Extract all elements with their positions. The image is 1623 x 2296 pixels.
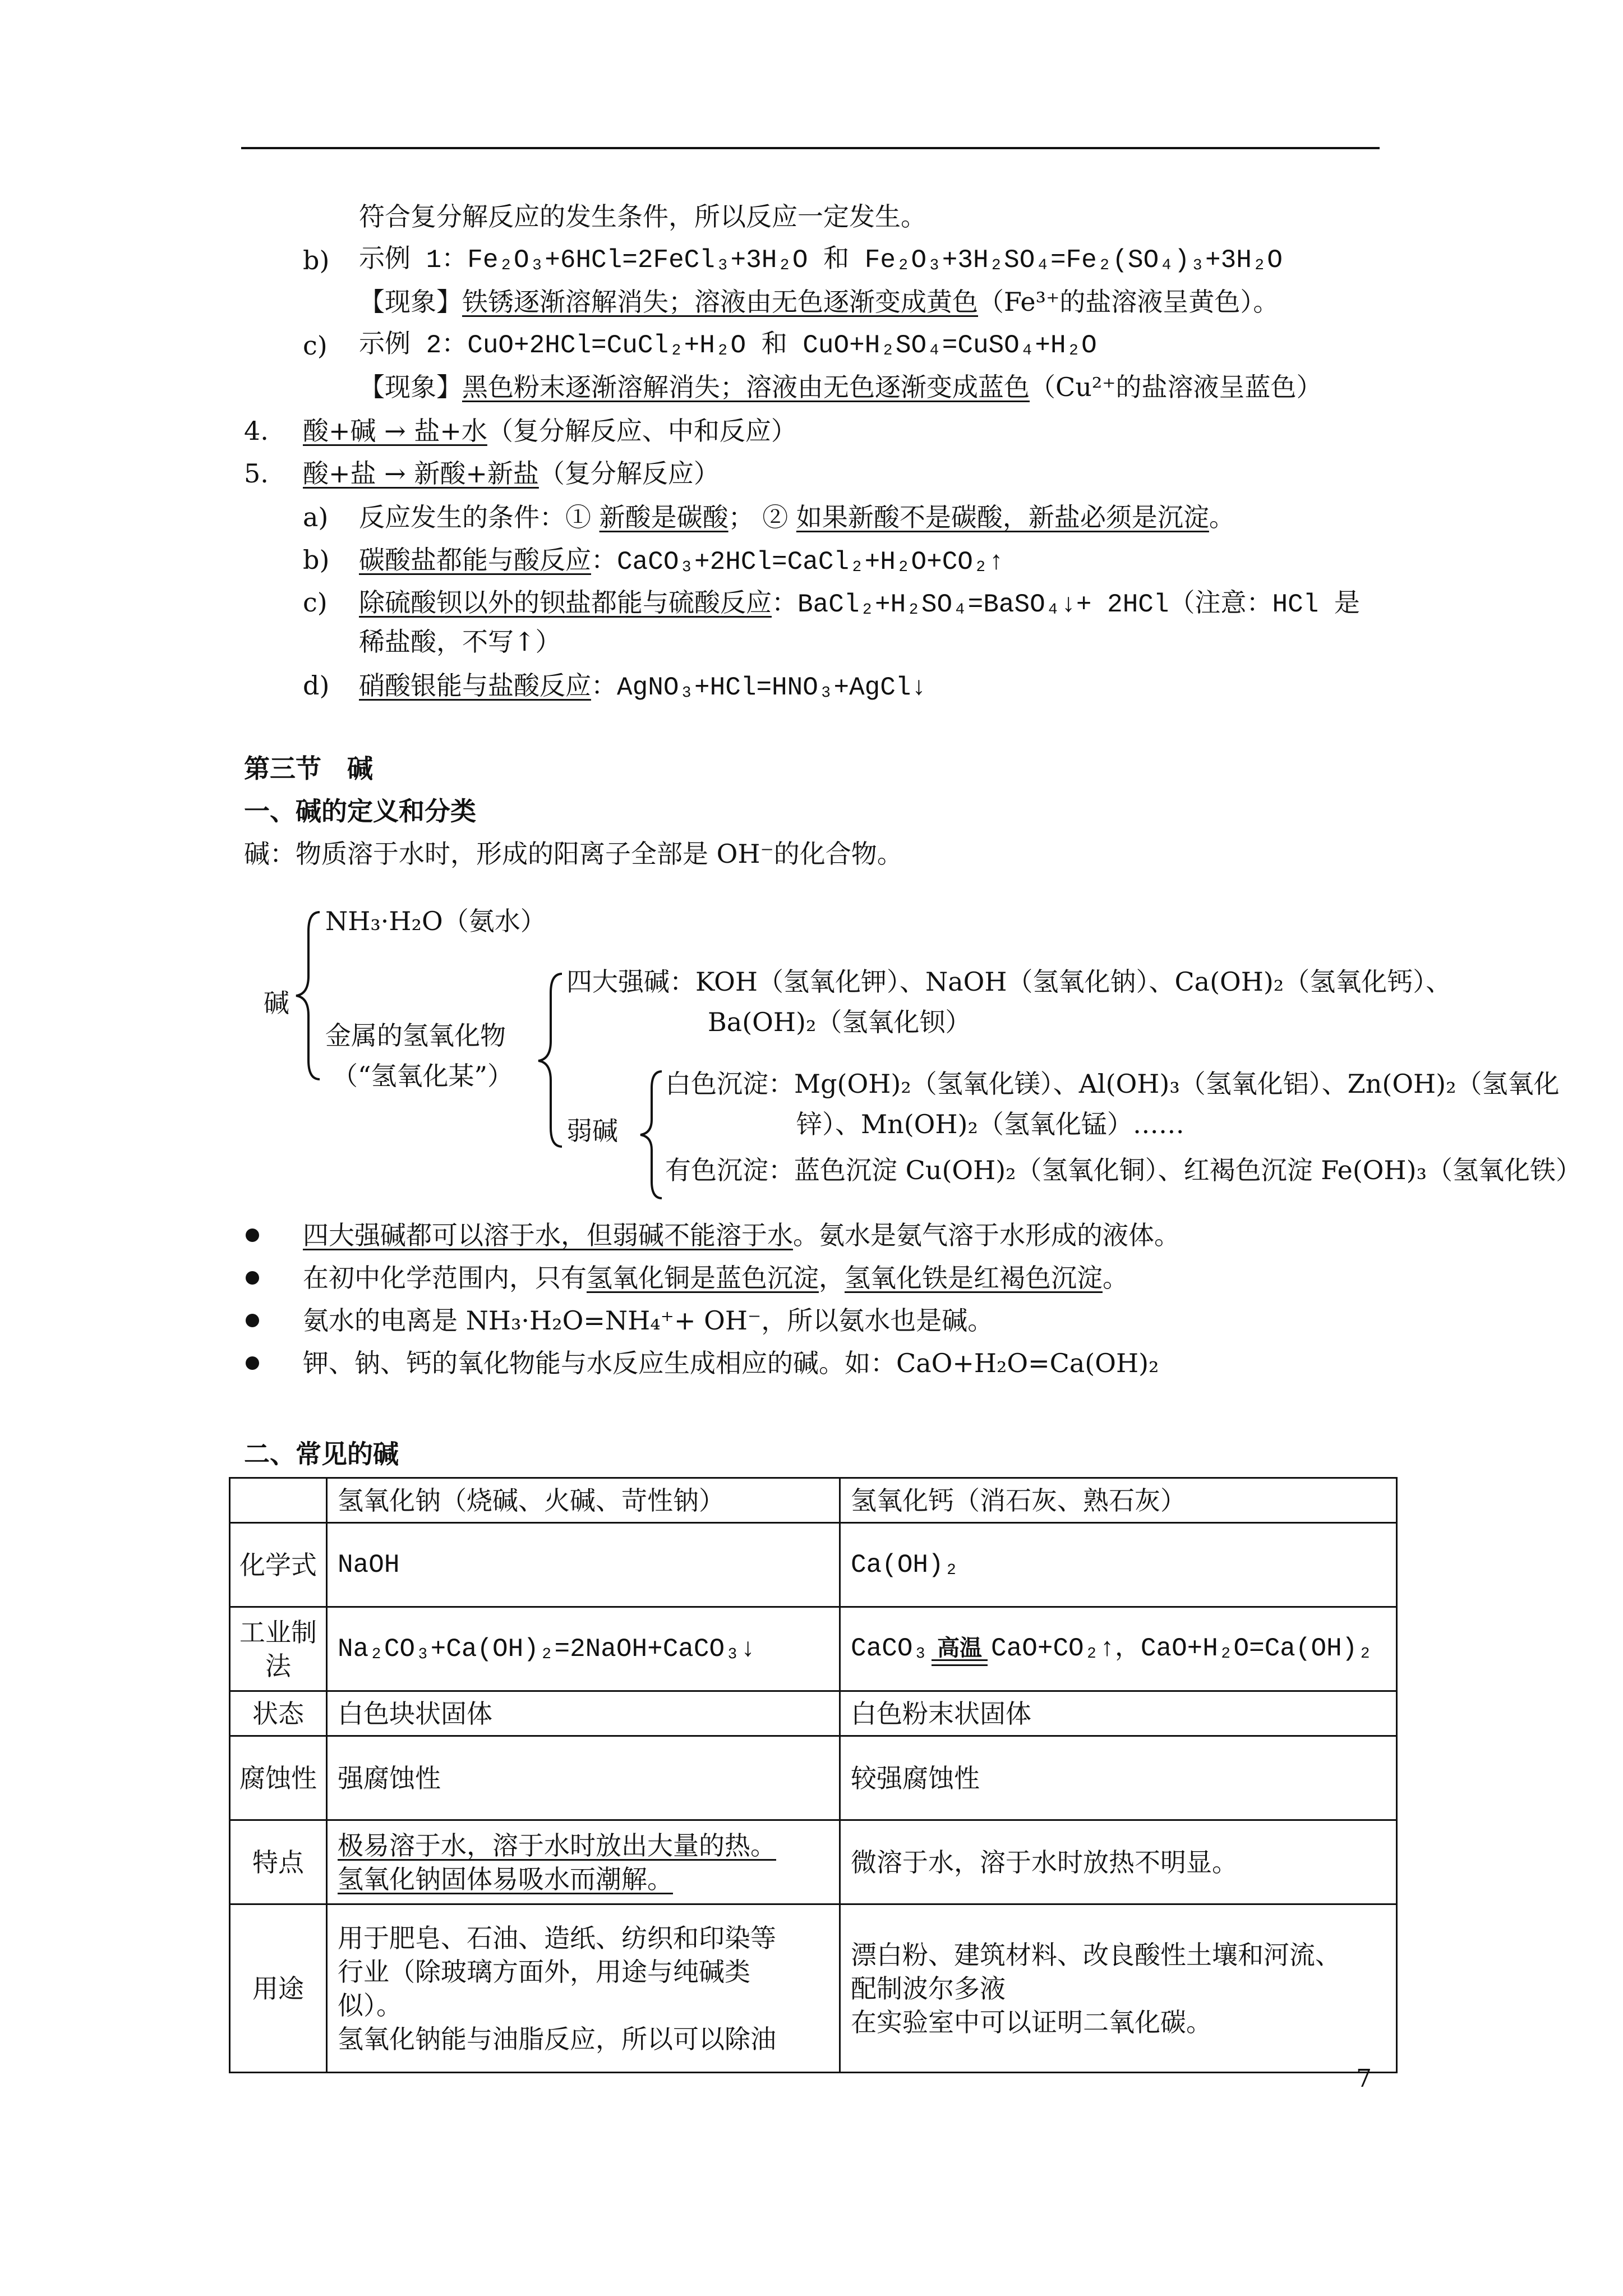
cell-caoh-features: 微溶于水，溶于水时放热不明显。 [840,1820,1397,1904]
item-5a-text [359,499,1235,535]
table-row [230,1523,1397,1607]
table-header-naoh: 氢氧化钠（烧碱、火碱、苛性钠） [327,1478,840,1523]
tree-metal-hydroxide-note: （“氢氧化某”） [332,1061,514,1091]
table-corner-cell [230,1478,327,1523]
use-line: 似）。 [338,1990,402,2021]
table-row [230,1478,1397,1523]
item-c-label: c) [303,330,328,361]
underlined-run: 新酸是碳酸 [599,502,728,532]
cell-naoh-corrosive: 强腐蚀性 [327,1736,840,1820]
row-header-formula: 化学式 [230,1523,327,1607]
row-header-features: 特点 [230,1820,327,1904]
brace-weak-bases [634,1068,667,1203]
subsection-title-common-bases: 二、常见的碱 [244,1439,399,1469]
brace-metal-hydroxide [533,970,566,1150]
tree-ammonia: NH₃·H₂O（氨水） [325,906,546,936]
underlined-run: 碳酸盐都能与酸反应 [359,545,591,575]
item-4-underlined: 酸+碱 → 盐+水 [303,416,487,446]
item-b-label: b) [303,245,330,275]
item-5-text [303,455,720,491]
item-5a-label: a) [303,502,329,532]
phenomenon-underlined: 黑色粉末逐渐溶解消失；溶液由无色逐渐变成蓝色 [462,372,1030,402]
item-5d-label: d) [303,670,330,701]
feature-line: 氢氧化钠固体易吸水而潮解。 [338,1864,673,1894]
cell-naoh-industrial: Na₂CO₃+Ca(OH)₂=2NaOH+CaCO₃↓ [327,1607,840,1691]
bullet-4: 钾、钠、钙的氧化物能与水反应生成相应的碱。如：CaO+H₂O=Ca(OH)₂ [303,1348,1159,1378]
use-line: 氢氧化钠能与油脂反应，所以可以除油 [338,2023,776,2054]
row-header-industrial: 工业制法 [230,1607,327,1691]
equation-run: CaO+CO₂↑，CaO+H₂O=Ca(OH)₂ [991,1634,1373,1663]
item-4-rest: （复分解反应、中和反应） [487,416,797,446]
cell-caoh-formula: Ca(OH)₂ [840,1523,1397,1607]
table-row [230,1607,1397,1691]
bullet-dot [246,1271,259,1285]
bullet-dot [246,1356,259,1370]
text-run: 。 [1209,502,1235,532]
reaction-condition [932,1637,988,1666]
phenomenon-note: （Cu²⁺的盐溶液呈蓝色） [1030,372,1322,402]
paragraph-continuation: 符合复分解反应的发生条件，所以反应一定发生。 [359,201,926,232]
bullet-dot [246,1228,259,1242]
cell-naoh-formula: NaOH [327,1523,840,1607]
cell-naoh-features [327,1820,840,1904]
bullet-3: 氨水的电离是 NH₃·H₂O=NH₄⁺+ OH⁻，所以氨水也是碱。 [303,1305,994,1336]
item-4-text [303,413,797,449]
phenomenon-label: 【现象】 [359,287,462,317]
phenomenon-label: 【现象】 [359,372,462,402]
use-line: 漂白粉、建筑材料、改良酸性土壤和河流、 [851,1939,1341,1970]
row-header-uses: 用途 [230,1904,327,2073]
cell-caoh-uses [840,1904,1397,2073]
item-c-example: 示例 2：CuO+2HCl=CuCl₂+H₂O 和 CuO+H₂SO₄=CuSO₄+H₂O [359,331,1097,360]
subsection-title-definition: 一、碱的定义和分类 [244,796,476,826]
underlined-run: 氢氧化铜是蓝色沉淀 [587,1263,819,1293]
base-definition: 碱：物质溶于水时，形成的阳离子全部是 OH⁻的化合物。 [244,839,903,869]
cell-caoh-state: 白色粉末状固体 [840,1691,1397,1736]
text-run: 反应发生的条件：① [359,502,600,532]
condition-label: 高温 [937,1635,983,1661]
equation-run: CaCO₃ [851,1634,929,1663]
use-line: 用于肥皂、石油、造纸、纺织和印染等 [338,1922,776,1953]
item-5-rest: （复分解反应） [538,458,720,489]
bullet-dot [246,1314,259,1327]
table-row [230,1904,1397,2073]
text-run: 。 [1103,1263,1128,1293]
underlined-run: 氢氧化铁是红褐色沉淀 [845,1263,1103,1293]
equation-run: ：AgNO₃+HCl=HNO₃+AgCl↓ [591,673,927,702]
item-5c-label: c) [303,587,328,618]
cell-caoh-corrosive: 较强腐蚀性 [840,1736,1397,1820]
use-line: 配制波尔多液 [851,1973,1006,2004]
item-5-number: 5. [244,458,269,489]
equation-run: ：BaCl₂+H₂SO₄=BaSO₄↓+ 2HCl（注意：HCl 是 [772,590,1360,619]
tree-white-precipitate: 白色沉淀：Mg(OH)₂（氢氧化镁）、Al(OH)₃（氢氧化铝）、Zn(OH)₂（氢氧化 [665,1069,1560,1099]
item-5b-label: b) [303,545,330,575]
item-b-phenomenon [359,284,1279,320]
brace-root [292,909,325,1083]
item-5b-text [359,542,1004,580]
table-row [230,1820,1397,1904]
table-row [230,1691,1397,1736]
item-5-underlined: 酸+盐 → 新酸+新盐 [303,458,539,489]
underlined-run: 四大强碱都可以溶于水，但弱碱不能溶于水 [303,1220,793,1250]
row-header-state: 状态 [230,1691,327,1736]
tree-metal-hydroxide: 金属的氢氧化物 [325,1020,506,1051]
common-bases-table [229,1477,1398,2073]
tree-root: 碱 [264,988,289,1018]
text-run: ， [819,1263,845,1293]
tree-strong-bases: 四大强碱：KOH（氢氧化钾）、NaOH（氢氧化钠）、Ca(OH)₂（氢氧化钙）、 [566,967,1452,997]
table-row [230,1736,1397,1820]
tree-white-precipitate-cont: 锌）、Mn(OH)₂（氢氧化锰）…… [796,1109,1184,1139]
equation-run: ：CaCO₃+2HCl=CaCl₂+H₂O+CO₂↑ [591,547,1004,577]
page-number: 7 [1356,2064,1372,2093]
text-run: 。氨水是氨气溶于水形成的液体。 [793,1220,1180,1250]
item-5c-text [359,585,1360,623]
underlined-run: 如果新酸不是碳酸，新盐必须是沉淀 [796,502,1209,532]
use-line: 在实验室中可以证明二氧化碳。 [851,2007,1212,2037]
item-4-number: 4. [244,416,269,446]
cell-naoh-uses [327,1904,840,2073]
item-5d-text [359,668,926,706]
section-title: 第三节 碱 [244,753,373,784]
feature-line: 极易溶于水，溶于水时放出大量的热。 [338,1830,776,1861]
row-header-corrosive: 腐蚀性 [230,1736,327,1820]
cell-caoh-industrial [840,1607,1397,1691]
tree-weak-bases: 弱碱 [566,1116,618,1146]
use-line: 行业（除玻璃方面外，用途与纯碱类 [338,1956,750,1987]
tree-colored-precipitate: 有色沉淀：蓝色沉淀 Cu(OH)₂（氢氧化铜）、红褐色沉淀 Fe(OH)₃（氢氧化铁） [665,1155,1582,1185]
tree-strong-bases-cont: Ba(OH)₂（氢氧化钡） [708,1007,971,1037]
item-5c-continuation: 稀盐酸，不写↑） [359,627,561,657]
text-run: 在初中化学范围内，只有 [303,1263,587,1293]
table-header-caoh: 氢氧化钙（消石灰、熟石灰） [840,1478,1397,1523]
bullet-2 [303,1260,1128,1296]
underlined-run: 硝酸银能与盐酸反应 [359,670,591,701]
item-c-phenomenon [359,369,1322,405]
item-b-example: 示例 1：Fe₂O₃+6HCl=2FeCl₃+3H₂O 和 Fe₂O₃+3H₂SO₄=Fe₂(SO₄)₃+3H₂O [359,246,1283,275]
phenomenon-underlined: 铁锈逐渐溶解消失；溶液由无色逐渐变成黄色 [462,287,978,317]
underlined-run: 除硫酸钡以外的钡盐都能与硫酸反应 [359,587,772,618]
text-run: ； ② [728,502,796,532]
cell-naoh-state: 白色块状固体 [327,1691,840,1736]
phenomenon-note: （Fe³⁺的盐溶液呈黄色）。 [978,287,1279,317]
bullet-1 [303,1217,1180,1253]
header-rule [241,147,1380,149]
